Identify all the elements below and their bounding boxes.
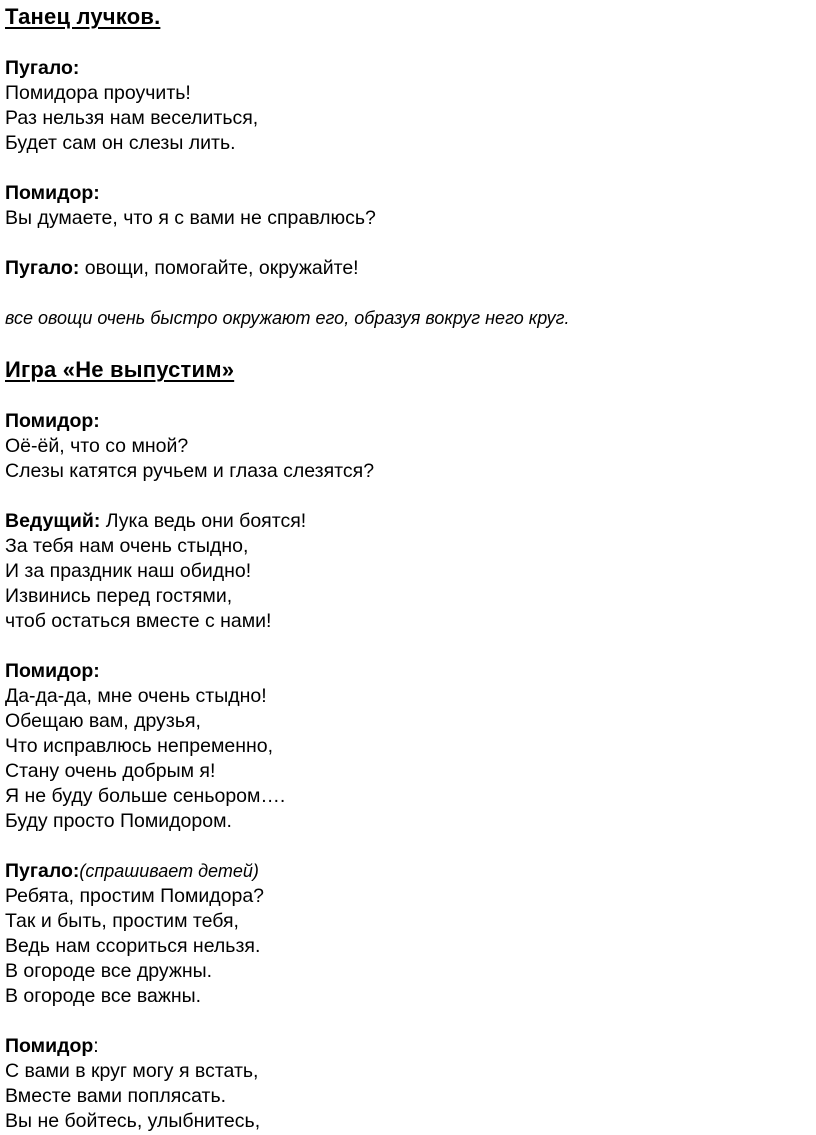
speaker-name: Пугало: (5, 860, 80, 882)
script-line (5, 684, 806, 709)
stage-note: все овощи очень быстро окружают его, образуя вокруг него круг. (5, 308, 570, 328)
page-title (5, 3, 806, 31)
dialogue-block (5, 181, 806, 231)
line-text: Лука ведь они боятся! (100, 510, 307, 532)
line-text: Вы думаете, что я с вами не справлюсь? (5, 207, 376, 229)
script-line (5, 534, 806, 559)
section-heading-text: Игра «Не выпустим» (5, 357, 235, 382)
speaker-name: Ведущий: (5, 510, 101, 532)
line-text: За тебя нам очень стыдно, (5, 535, 249, 557)
script-line (5, 584, 806, 609)
speaker-name: Помидор: (5, 182, 100, 204)
line-text: Я не буду больше сеньором…. (5, 785, 286, 807)
script-line (5, 759, 806, 784)
speaker-name: Помидор: (5, 410, 100, 432)
line-text: Извинись перед гостями, (5, 585, 233, 607)
script-line (5, 81, 806, 106)
line-text: Оё-ёй, что со мной? (5, 435, 189, 457)
line-text: Вместе вами поплясать. (5, 1085, 227, 1107)
page-title-text: Танец лучков. (5, 4, 161, 29)
line-text: С вами в круг могу я встать, (5, 1060, 259, 1082)
line-text: Буду просто Помидором. (5, 810, 232, 832)
line-text: Помидора проучить! (5, 82, 191, 104)
stage-note: (спрашивает детей) (79, 861, 259, 881)
line-text: овощи, помогайте, окружайте! (79, 257, 359, 279)
line-text: Раз нельзя нам веселиться, (5, 107, 259, 129)
script-line (5, 784, 806, 809)
line-text: Стану очень добрым я! (5, 760, 216, 782)
script-line (5, 559, 806, 584)
script-line (5, 859, 806, 884)
script-line (5, 659, 806, 684)
script-line (5, 934, 806, 959)
speaker-name: Помидор: (5, 660, 100, 682)
speaker-name: Пугало: (5, 257, 80, 279)
line-text: : (93, 1035, 99, 1057)
dialogue-block (5, 409, 806, 484)
script-line (5, 809, 806, 834)
dialogue-block (5, 256, 806, 281)
script-line (5, 884, 806, 909)
line-text: Так и быть, простим тебя, (5, 910, 239, 932)
script-line (5, 909, 806, 934)
script-line (5, 1109, 806, 1134)
speaker-name: Пугало: (5, 57, 80, 79)
script-line (5, 256, 806, 281)
script-line (5, 709, 806, 734)
line-text: Вы не бойтесь, улыбнитесь, (5, 1110, 261, 1132)
line-text: В огороде все важны. (5, 985, 202, 1007)
line-text: Обещаю вам, друзья, (5, 710, 201, 732)
dialogue-block (5, 859, 806, 1009)
script-line (5, 131, 806, 156)
dialogue-block (5, 509, 806, 634)
dialogue-block (5, 56, 806, 156)
script-line (5, 434, 806, 459)
script-line (5, 734, 806, 759)
line-text: Что исправлюсь непременно, (5, 735, 274, 757)
script-line (5, 509, 806, 534)
line-text: Слезы катятся ручьем и глаза слезятся? (5, 460, 375, 482)
script-line (5, 181, 806, 206)
line-text: Да-да-да, мне очень стыдно! (5, 685, 267, 707)
line-text: Ребята, простим Помидора? (5, 885, 265, 907)
line-text: Ведь нам ссориться нельзя. (5, 935, 261, 957)
line-text: Будет сам он слезы лить. (5, 132, 236, 154)
script-line (5, 56, 806, 81)
script-line (5, 609, 806, 634)
line-text: В огороде все дружны. (5, 960, 213, 982)
script-line (5, 206, 806, 231)
script-line (5, 1084, 806, 1109)
script-line (5, 409, 806, 434)
dialogue-block (5, 1034, 806, 1134)
dialogue-block (5, 659, 806, 834)
script-line (5, 959, 806, 984)
script-line (5, 459, 806, 484)
script-line (5, 1059, 806, 1084)
script-line (5, 306, 806, 331)
speaker-name: Помидор (5, 1035, 94, 1057)
script-line (5, 1034, 806, 1059)
script-line (5, 984, 806, 1009)
section-heading (5, 356, 806, 384)
script-line (5, 106, 806, 131)
line-text: чтоб остаться вместе с нами! (5, 610, 272, 632)
stage-direction (5, 306, 806, 331)
line-text: И за праздник наш обидно! (5, 560, 252, 582)
